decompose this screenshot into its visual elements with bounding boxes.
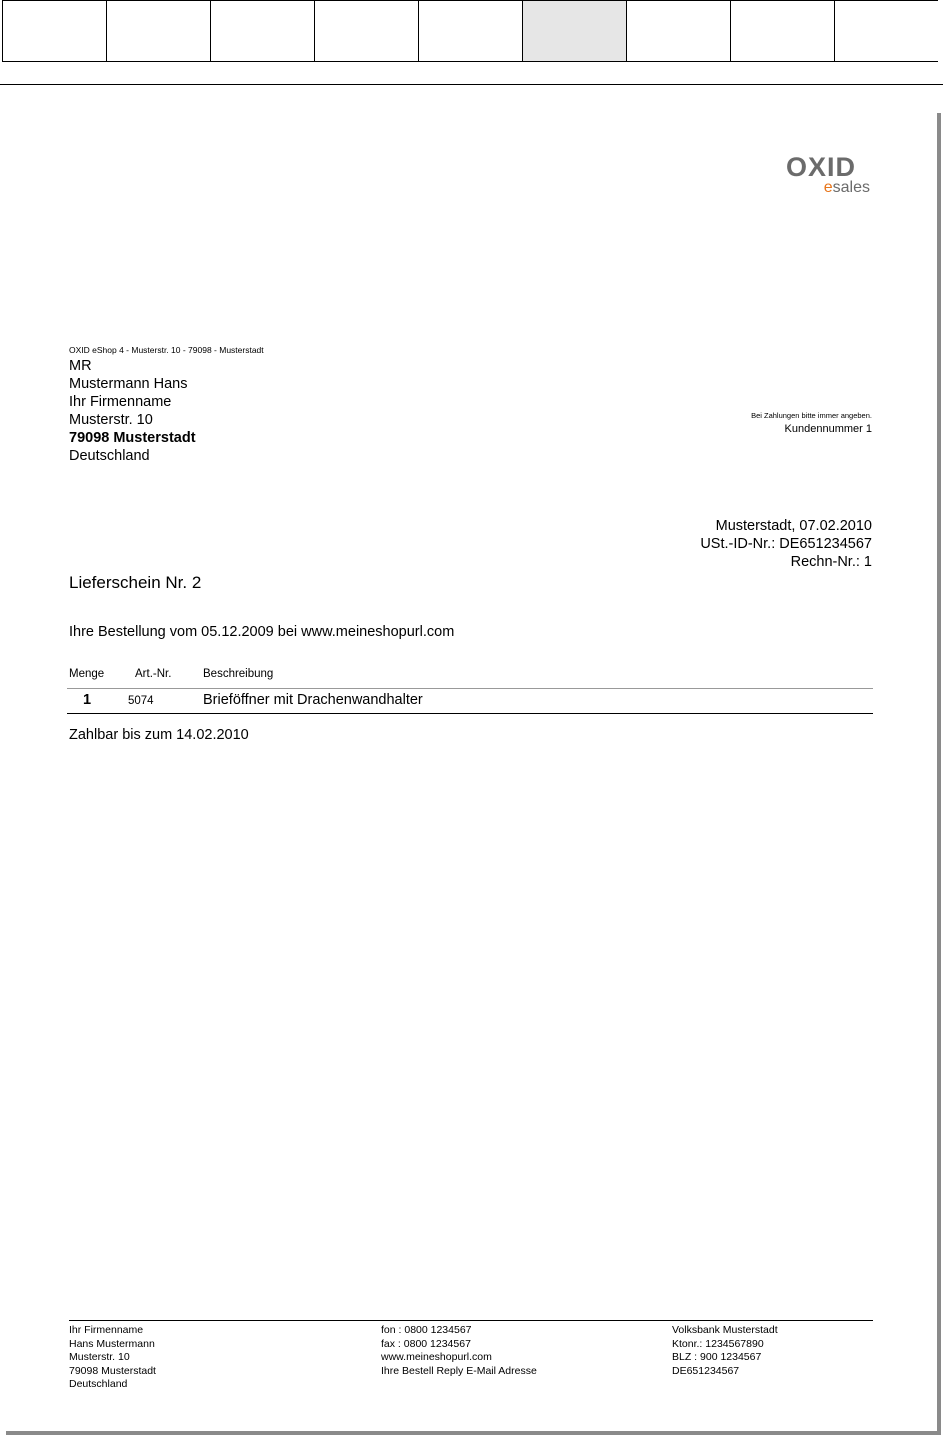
toolbar-cell[interactable] — [835, 1, 939, 61]
address-street: Musterstr. 10 — [69, 412, 153, 428]
footer-line: Volksbank Musterstadt — [672, 1324, 778, 1336]
toolbar-cell[interactable] — [107, 1, 211, 61]
document-page — [0, 85, 937, 1431]
footer-line: fon : 0800 1234567 — [381, 1324, 472, 1336]
row-art: 5074 — [128, 695, 154, 707]
toolbar-cell-active[interactable] — [523, 1, 627, 61]
address-name: Mustermann Hans — [69, 376, 188, 392]
address-country: Deutschland — [69, 448, 150, 464]
footer-bank — [672, 1324, 778, 1378]
toolbar-cell[interactable] — [3, 1, 107, 61]
footer-line: Musterstr. 10 — [69, 1351, 130, 1363]
header-desc: Beschreibung — [203, 668, 274, 680]
order-line: Ihre Bestellung vom 05.12.2009 bei www.meineshopurl.com — [69, 624, 455, 640]
row-qty: 1 — [83, 692, 92, 708]
customer-note: Bei Zahlungen bitte immer angeben. — [751, 411, 872, 420]
toolbar-cell[interactable] — [419, 1, 523, 61]
header-art: Art.-Nr. — [135, 668, 172, 680]
toolbar-cell[interactable] — [315, 1, 419, 61]
toolbar-cell[interactable] — [731, 1, 835, 61]
invoice-number: Rechn-Nr.: 1 — [790, 554, 872, 570]
place-date: Musterstadt, 07.02.2010 — [715, 518, 872, 534]
footer-contact — [381, 1324, 537, 1378]
footer-line: Ihre Bestell Reply E-Mail Adresse — [381, 1364, 537, 1377]
footer-line: Ktonr.: 1234567890 — [672, 1337, 764, 1350]
page-shadow — [937, 113, 941, 1435]
sender-line: OXID eShop 4 - Musterstr. 10 - 79098 - Musterstadt — [69, 345, 264, 355]
row-desc: Brieföffner mit Drachenwandhalter — [203, 692, 423, 708]
footer-line: Ihr Firmenname — [69, 1324, 144, 1336]
oxid-esales-logo — [768, 152, 874, 196]
table-row — [67, 689, 873, 714]
payable-until: Zahlbar bis zum 14.02.2010 — [69, 727, 249, 743]
footer-line: Deutschland — [69, 1378, 128, 1390]
footer-divider — [69, 1320, 873, 1321]
footer-line: BLZ : 900 1234567 — [672, 1351, 762, 1363]
customer-number: Kundennummer 1 — [784, 423, 872, 435]
vat-id: USt.-ID-Nr.: DE651234567 — [700, 536, 872, 552]
address-company: Ihr Firmenname — [69, 394, 172, 410]
document-meta — [700, 517, 872, 571]
recipient-address — [69, 357, 196, 465]
table-header — [67, 664, 873, 689]
footer-line: fax : 0800 1234567 — [381, 1337, 471, 1350]
toolbar-cell[interactable] — [211, 1, 315, 61]
logo-esales-text: esales — [823, 179, 870, 196]
page-shadow — [6, 1431, 941, 1435]
footer-company — [69, 1324, 156, 1392]
address-salutation: MR — [69, 358, 92, 374]
header-qty: Menge — [69, 668, 105, 680]
document-title: Lieferschein Nr. 2 — [69, 573, 202, 592]
footer-line: 79098 Musterstadt — [69, 1364, 156, 1377]
logo-oxid-text: OXID — [785, 152, 857, 182]
address-city: 79098 Musterstadt — [69, 430, 196, 446]
footer-line: Hans Mustermann — [69, 1337, 155, 1350]
items-table — [67, 664, 873, 714]
footer-line: DE651234567 — [672, 1364, 740, 1377]
footer-line: www.meineshopurl.com — [381, 1351, 492, 1363]
toolbar — [2, 0, 938, 62]
toolbar-cell[interactable] — [627, 1, 731, 61]
